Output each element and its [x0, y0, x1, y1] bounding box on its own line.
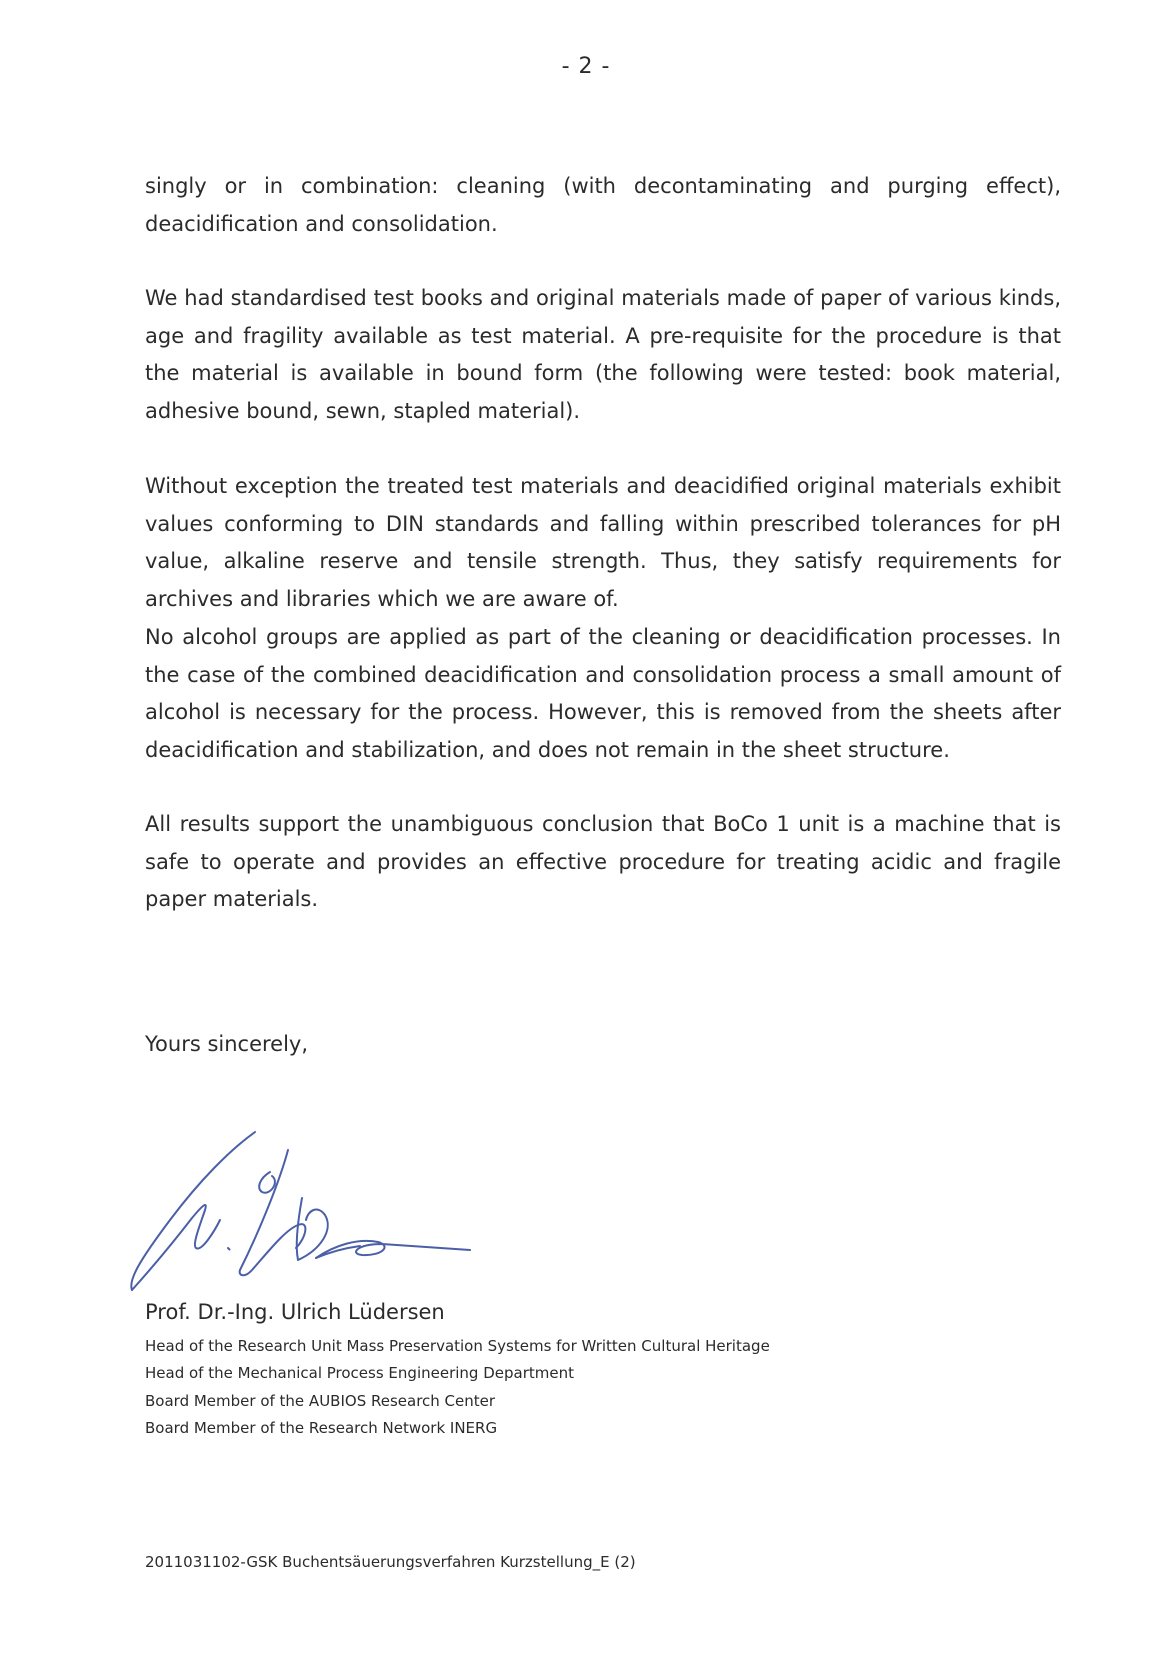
- paragraph-text: No alcohol groups are applied as part of the cleaning or deacidification processes. In the case of the combined deacidification and consolidation process a small amount of alcohol is necessary for the process. However, this is removed from the sheets after deacidification and stabilization, and does not remain in the sheet structure.: [145, 625, 1061, 762]
- paragraph-2: [145, 280, 1061, 430]
- signer-title: Board Member of the Research Network INERG: [145, 1418, 498, 1437]
- paragraph-5: [145, 806, 1061, 919]
- paragraph-1: [145, 168, 1061, 243]
- document-reference: 2011031102-GSK Buchentsäuerungsverfahren Kurzstellung_E (2): [145, 1553, 636, 1571]
- signer-titles: [145, 1333, 770, 1442]
- paragraph-text: Without exception the treated test materials and deacidified original materials exhibit values conforming to DIN standards and falling within prescribed tolerances for pH value, alkaline reserve and tensile strength. Thus, they satisfy requirements for archives and libraries which we are aware of.: [145, 474, 1061, 611]
- closing-salutation: Yours sincerely,: [145, 1032, 309, 1056]
- paragraph-3: [145, 468, 1061, 618]
- paragraph-text: All results support the unambiguous conclusion that BoCo 1 unit is a machine that is safe to operate and provides an effective procedure for treating acidic and fragile paper materials.: [145, 812, 1061, 912]
- paragraph-text: singly or in combination: cleaning (with decontaminating and purging effect), deacidification and consolidation.: [145, 174, 1061, 236]
- paragraph-4: [145, 619, 1061, 769]
- signer-title: Head of the Research Unit Mass Preservation Systems for Written Cultural Heritage: [145, 1337, 770, 1355]
- signer-title: Board Member of the AUBIOS Research Center: [145, 1391, 496, 1410]
- handwritten-signature: [120, 1120, 500, 1300]
- signer-title: Head of the Mechanical Process Engineering Department: [145, 1364, 574, 1383]
- paragraph-text: We had standardised test books and original materials made of paper of various kinds, age and fragility available as test material. A pre-requisite for the procedure is that the material is available in bound form (the following were tested: book material, adhesive bound, sewn, stapled material).: [145, 286, 1061, 423]
- signer-name: Prof. Dr.-Ing. Ulrich Lüdersen: [145, 1300, 445, 1324]
- page-number: - 2 -: [561, 54, 611, 79]
